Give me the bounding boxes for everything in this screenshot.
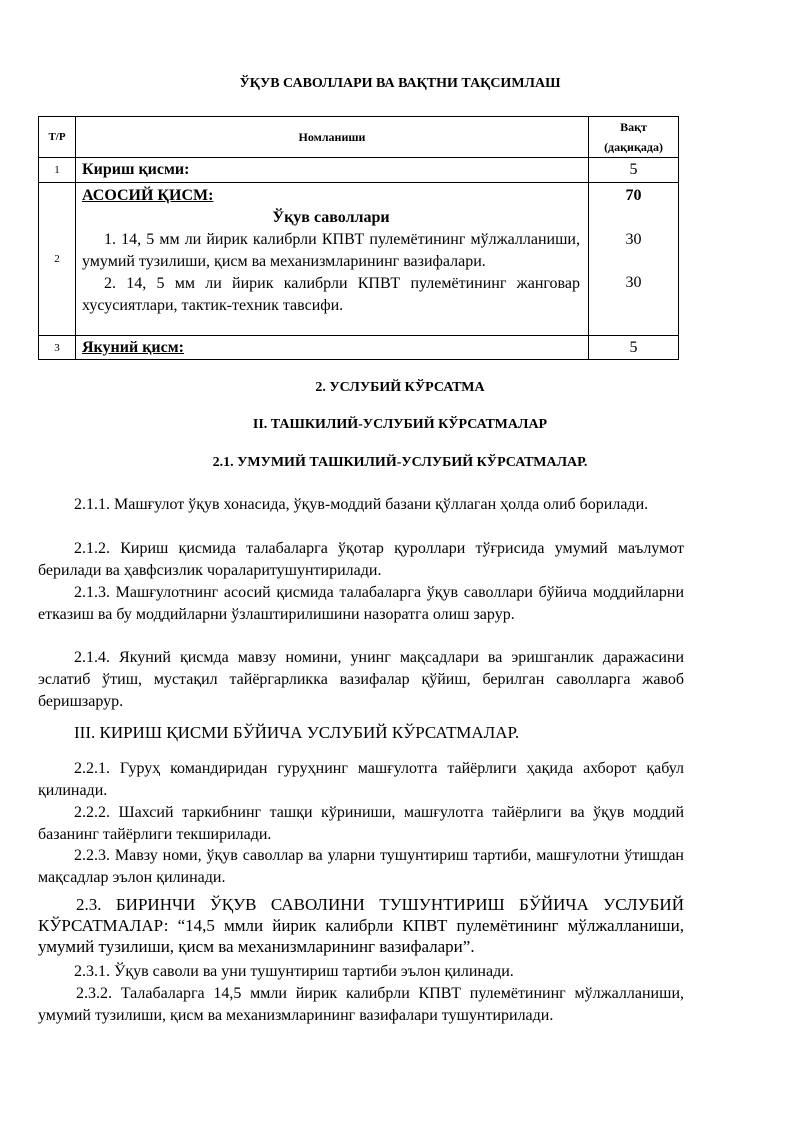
section-heading: III. КИРИШ ҚИСМИ БЎЙИЧА УСЛУБИЙ КЎРСАТМАЛАР.	[74, 723, 520, 742]
row3-time: 5	[589, 336, 679, 360]
schedule-table	[38, 116, 679, 360]
table-row	[39, 336, 679, 360]
header-time	[589, 117, 679, 158]
paragraph: 2.1.2. Кириш қисмида талабаларга ўқотар қуроллари тўғрисида умумий маълумот берилади ва ҳавфсизлик чораларитушунтирилади.	[38, 540, 684, 579]
section-heading: 2.1. УМУМИЙ ТАШКИЛИЙ-УСЛУБИЙ КЎРСАТМАЛАР.	[212, 455, 588, 470]
row2-number: 2	[39, 183, 76, 336]
paragraph: 2.3. БИРИНЧИ ЎҚУВ САВОЛИНИ ТУШУНТИРИШ БЎЙИЧА УСЛУБИЙ КЎРСАТМАЛАР: “14,5 ммли йирик калибрли КПВТ пулемётининг мўлжалланиши, умумий тузилиши, қисм ва механизмларининг вазифалари”.	[38, 895, 684, 956]
question-1-time: 30	[625, 231, 642, 248]
table-row	[39, 158, 679, 183]
paragraph: 2.3.2. Талабаларга 14,5 ммли йирик калибрли КПВТ пулемётининг мўлжалланиши, умумий тузилиши, қисм ва механизмларининг вазифалари тушунтирилади.	[38, 985, 684, 1024]
row3-number: 3	[39, 336, 76, 360]
row1-time: 5	[589, 158, 679, 183]
row1-number: 1	[39, 158, 76, 183]
row3-name: Якуний қисм:	[76, 336, 589, 360]
header-time-line2: (дақиқада)	[604, 140, 663, 154]
row2-time	[589, 183, 679, 336]
paragraph: 2.2.1. Гуруҳ командиридан гуруҳнинг машғулотга тайёрлиги ҳақида ахборот қабул қилинади.	[38, 760, 684, 799]
question-1: 1. 14, 5 мм ли йирик калибрли КПВТ пулемётининг мўлжалланиши, умумий тузилиши, қисм ва механизмларининг вазифалари.	[82, 231, 580, 270]
header-time-line1: Вақт	[620, 120, 647, 134]
table-row	[39, 183, 679, 336]
questions-subtitle: Ўқув саволлари	[272, 209, 390, 226]
row1-name: Кириш қисми:	[76, 158, 589, 183]
paragraph: 2.1.4. Якуний қисмда мавзу номини, унинг мақсадлари ва эришганлик даражасини эслатиб ўтиш, мустақил тайёргарликка вазифалар қўйиш, берилган саволларга жавоб беришзарур.	[38, 649, 684, 710]
row2-name	[76, 183, 589, 336]
paragraph: 2.1.3. Машғулотнинг асосий қисмида талабаларга ўқув саволлари бўйича моддийларни етказиш ва бу моддийларни ўзлаштирилишини назоратга олиш зарур.	[38, 584, 684, 623]
page-title: ЎҚУВ САВОЛЛАРИ ВА ВАҚТНИ ТАҚСИМЛАШ	[239, 76, 561, 91]
header-name: Номланиши	[76, 117, 589, 158]
paragraph: 2.2.3. Мавзу номи, ўқув саволлар ва уларни тушунтириш тартиби, машғулотни ўтишдан мақсадлар эълон қилинади.	[38, 847, 684, 886]
header-number: Т/Р	[39, 117, 76, 158]
main-section-label: АСОСИЙ ҚИСМ:	[82, 187, 214, 204]
section-heading: 2. УСЛУБИЙ КЎРСАТМА	[315, 380, 485, 395]
paragraph: 2.1.1. Машғулот ўқув хонасида, ўқув-моддий базани қўллаган ҳолда олиб борилади.	[74, 496, 649, 513]
question-2-time: 30	[625, 274, 642, 291]
paragraph: 2.2.2. Шахсий таркибнинг ташқи кўриниши, машғулотга тайёрлиги ва ўқув моддий базанинг тайёрлиги текширилади.	[38, 804, 684, 843]
question-2: 2. 14, 5 мм ли йирик калибрли КПВТ пулемётининг жанговар хусусиятлари, тактик-техник тавсифи.	[82, 275, 580, 314]
table-header-row	[39, 117, 679, 158]
section-heading: II. ТАШКИЛИЙ-УСЛУБИЙ КЎРСАТМАЛАР	[252, 417, 548, 432]
main-section-time: 70	[625, 187, 642, 204]
paragraph: 2.3.1. Ўқув саволи ва уни тушунтириш тартиби эълон қилинади.	[74, 963, 514, 980]
